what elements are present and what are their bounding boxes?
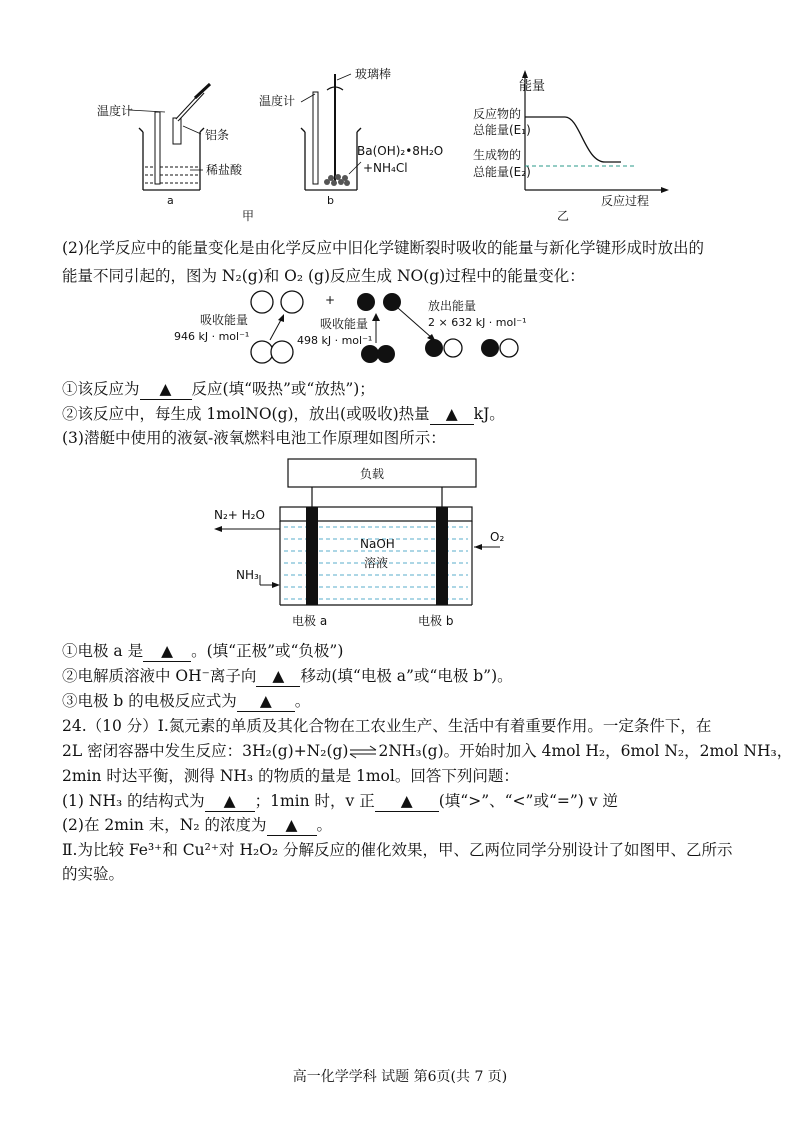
absorb-energy-value-2: 498 kJ · mol⁻¹: [297, 334, 373, 347]
b-reagent-label-1: Ba(OH)₂•8H₂O: [357, 144, 444, 158]
reaction-process-label: 反应过程: [601, 194, 650, 208]
load-label: 负载: [360, 467, 385, 481]
reactant-label-2: 总能量(E₁): [473, 123, 531, 137]
product-label-2: 总能量(E₂): [473, 165, 531, 179]
q3-sub2-answer-blank[interactable]: ▲: [256, 666, 300, 687]
outlet-label: N₂+ H₂O: [214, 508, 265, 522]
q2-sub1: ①该反应为 ▲ 反应(填“吸热”或“放热”)；: [62, 380, 375, 398]
o2-inlet-label: O₂: [490, 530, 505, 544]
caption-jia: 甲: [242, 209, 255, 222]
fuel-cell-diagram: [200, 455, 520, 633]
q2-sub1-answer-blank[interactable]: ▲: [140, 379, 192, 400]
q2-text-line-1: (2)化学反应中的能量变化是由化学反应中旧化学键断裂时吸收的能量与新化学键形成时放出的: [62, 239, 704, 257]
b-letter: b: [327, 194, 334, 207]
absorb-energy-label-1: 吸收能量: [200, 313, 249, 327]
electrolyte-label-1: NaOH: [360, 537, 395, 551]
bond-energy-diagram: [170, 288, 530, 368]
a-al-strip-label: 铝条: [205, 128, 230, 142]
q24-line-2: 2L 密闭容器中发生反应：3H₂(g)+N₂(g) 2NH₃(g)。开始时加入 4mol H₂，6mol N₂，2mol NH₃，: [62, 742, 793, 760]
beaker-b-diagram: [301, 74, 361, 190]
a-letter: a: [167, 194, 174, 207]
absorb-energy-value-1: 946 kJ · mol⁻¹: [174, 330, 250, 343]
page-footer: 高一化学学科 试题 第6页(共 7 页): [292, 1069, 508, 1085]
nh3-inlet-label: NH₃: [236, 568, 259, 582]
q24-line-1: 24.（10 分）Ⅰ.氮元素的单质及其化合物在工农业生产、生活中有着重要作用。一定条件下，在: [62, 717, 712, 735]
q3-sub1: ①电极 a 是 ▲ 。(填“正极”或“负极”): [62, 642, 344, 660]
release-energy-value: 2 × 632 kJ · mol⁻¹: [428, 316, 527, 329]
a-thermometer-label: 温度计: [97, 104, 134, 118]
q3-sub1-answer-blank[interactable]: ▲: [143, 641, 191, 662]
electrode-a-label: 电极 a: [292, 614, 328, 628]
caption-yi: 乙: [557, 209, 570, 222]
q24-sub2: (2)在 2min 末，N₂ 的浓度为 ▲ 。: [62, 816, 333, 834]
electrolyte-label-2: 溶液: [364, 556, 389, 570]
q24-line-3: 2min 时达平衡，测得 NH₃ 的物质的量是 1mol。回答下列问题：: [62, 767, 519, 785]
q3-sub3: ③电极 b 的电极反应式为 ▲ 。: [62, 692, 311, 710]
energy-axis-label: 能量: [519, 79, 546, 94]
q24-part2-line-1: Ⅱ.为比较 Fe³⁺和 Cu²⁺对 H₂O₂ 分解反应的催化效果，甲、乙两位同学分别设计了如图甲、乙所示: [62, 841, 733, 859]
beaker-a-diagram: [129, 84, 210, 190]
q24-sub2-answer-blank[interactable]: ▲: [267, 815, 317, 836]
q3-sub3-answer-blank[interactable]: ▲: [237, 691, 295, 712]
b-glass-rod-label: 玻璃棒: [355, 67, 392, 81]
q3-heading: (3)潜艇中使用的液氨-液氧燃料电池工作原理如图所示：: [62, 429, 446, 447]
q2-text-line-2: 能量不同引起的，图为 N₂(g)和 O₂ (g)反应生成 NO(g)过程中的能量变化：: [62, 267, 585, 285]
q2-sub2-answer-blank[interactable]: ▲: [430, 404, 474, 425]
top-figure: [95, 62, 675, 222]
absorb-energy-label-2: 吸收能量: [320, 317, 369, 331]
b-thermometer-label: 温度计: [259, 94, 296, 108]
q24-sub1: (1) NH₃ 的结构式为 ▲ ；1min 时，v 正 ▲ (填“>”、“<”或“=”) v 逆: [62, 792, 618, 810]
equilibrium-arrow-icon: [348, 745, 378, 759]
plus-sign: +: [325, 293, 336, 307]
q24-sub1-answer-blank[interactable]: ▲: [205, 791, 255, 812]
q24-part2-line-2: 的实验。: [62, 865, 125, 883]
a-hcl-label: 稀盐酸: [206, 163, 243, 177]
release-energy-label: 放出能量: [428, 299, 477, 313]
q2-sub2: ②该反应中，每生成 1molNO(g)，放出(或吸收)热量 ▲ kJ。: [62, 405, 505, 423]
b-reagent-label-2: +NH₄Cl: [363, 161, 408, 175]
reactant-label-1: 反应物的: [473, 107, 522, 121]
q3-sub2: ②电解质溶液中 OH⁻离子向 ▲ 移动(填“电极 a”或“电极 b”)。: [62, 667, 513, 685]
q24-sub1-answer-blank-2[interactable]: ▲: [375, 791, 439, 812]
product-label-1: 生成物的: [473, 148, 522, 162]
electrode-b-label: 电极 b: [418, 614, 454, 628]
